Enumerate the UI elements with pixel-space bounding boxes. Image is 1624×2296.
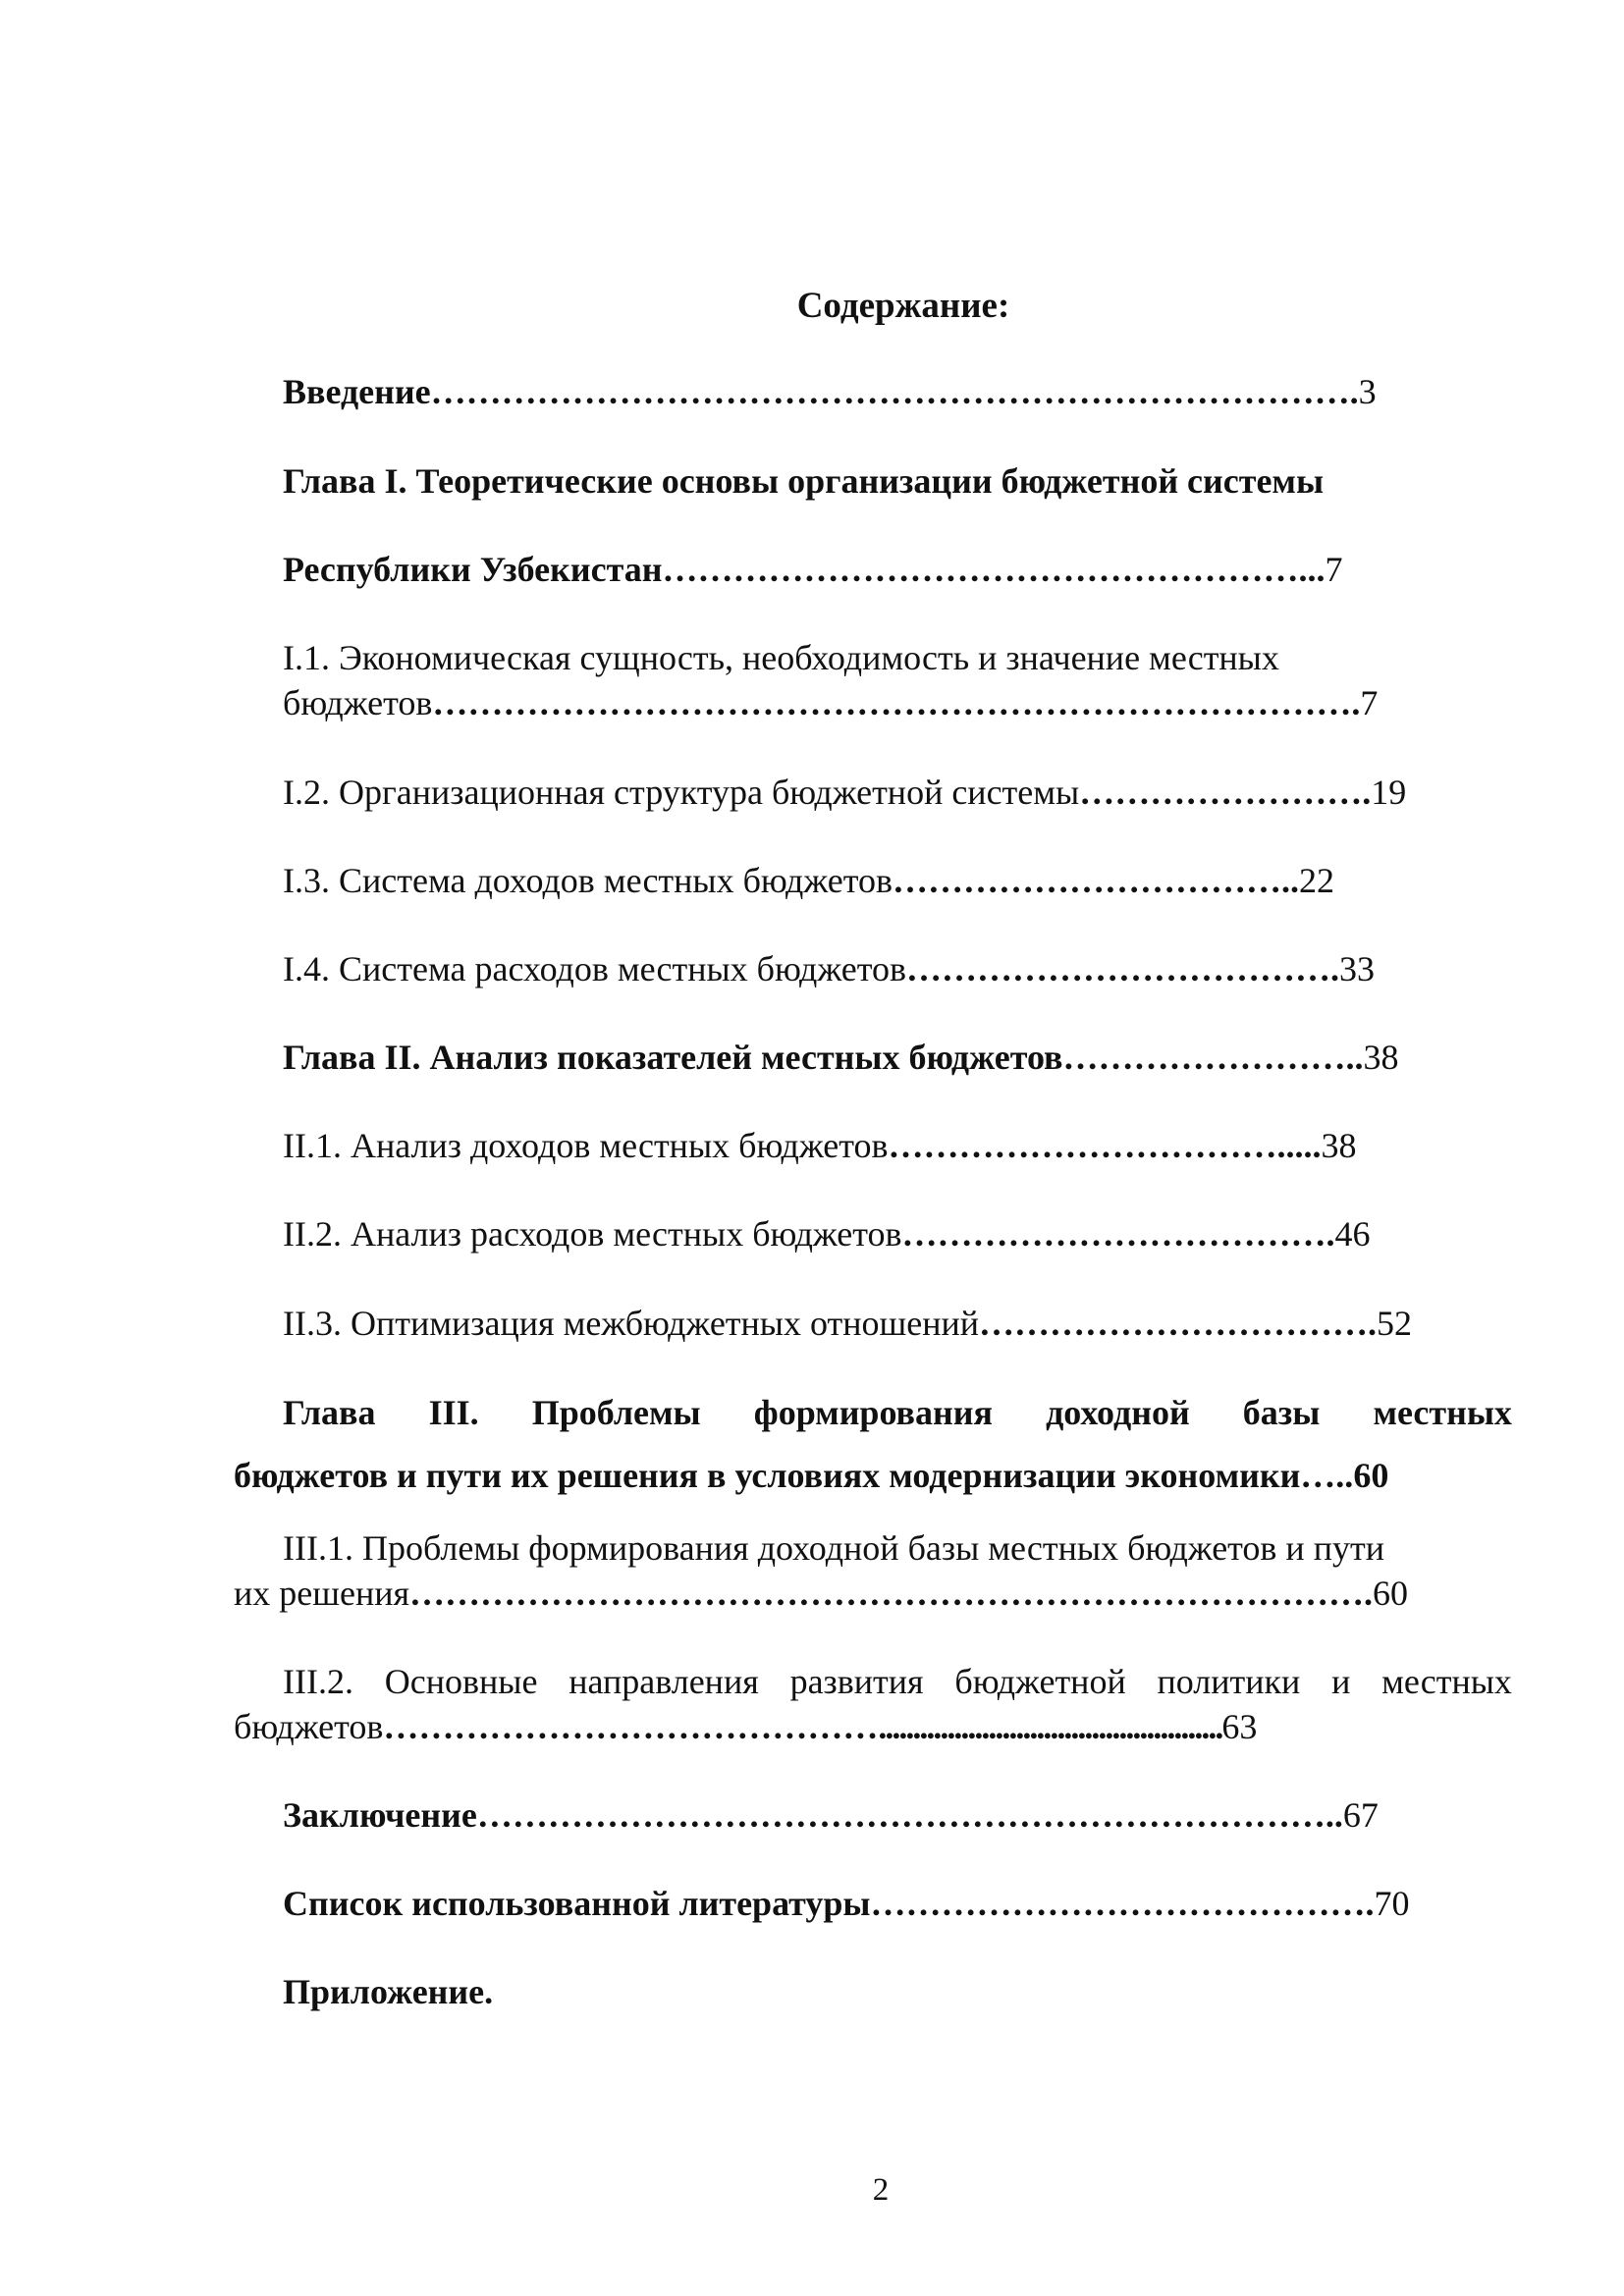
toc-entry-page: 7: [1325, 550, 1343, 589]
toc-entry-word: базы: [1242, 1393, 1321, 1432]
toc-entry-label: Заключение: [283, 1795, 477, 1835]
toc-entry-dots: ……………………..: [1062, 1038, 1364, 1077]
toc-entry-word: доходной: [1046, 1393, 1190, 1432]
toc-entry-word: Проблемы: [531, 1393, 701, 1432]
toc-entry-word: направления: [568, 1662, 759, 1701]
toc-entry-conclusion[interactable]: [283, 1792, 1379, 1838]
toc-entry-dots: ……………………………….: [901, 1214, 1335, 1254]
toc-entry-label: II.3. Оптимизация межбюджетных отношений: [283, 1304, 980, 1343]
toc-entry-chapter-1-line2[interactable]: [283, 547, 1342, 592]
toc-entry-dots: …………………………………………………………………….: [432, 683, 1361, 722]
toc-entry-page: 70: [1374, 1884, 1410, 1923]
toc-entry-chapter-2[interactable]: [283, 1035, 1399, 1080]
toc-entry-page: 7: [1360, 683, 1379, 722]
toc-entry-introduction[interactable]: [283, 369, 1512, 414]
toc-entry-section-1-2[interactable]: [283, 770, 1406, 815]
toc-entry-word: формирования: [753, 1393, 993, 1432]
toc-entry-label: Глава II. Анализ показателей местных бюджетов: [283, 1038, 1063, 1077]
toc-entry-dots: …………………………….....: [888, 1126, 1322, 1165]
toc-entry-chapter-3-line2[interactable]: [234, 1453, 1388, 1498]
toc-entry-label: Приложение.: [283, 1972, 494, 2011]
toc-entry-dots: …………………………….: [979, 1304, 1378, 1343]
toc-entry-label: бюджетов: [283, 683, 433, 722]
toc-entry-dots: …………………….: [1079, 773, 1372, 812]
toc-entry-dots: …………………………………………………………………….: [430, 372, 1359, 411]
toc-entry-word: III.2.: [283, 1662, 353, 1701]
toc-entry-page: 38: [1321, 1126, 1357, 1165]
toc-entry-section-2-2[interactable]: [283, 1211, 1371, 1256]
toc-entry-word: развития: [789, 1662, 924, 1701]
toc-entry-label: I.1. Экономическая сущность, необходимость и значение местных: [283, 638, 1279, 677]
toc-entry-label: II.2. Анализ расходов местных бюджетов: [283, 1214, 902, 1254]
toc-entry-page: 67: [1342, 1795, 1379, 1835]
toc-entry-page: 60: [1353, 1456, 1389, 1495]
toc-entry-section-1-1-line2[interactable]: [283, 680, 1378, 725]
toc-entry-label: I.4. Система расходов местных бюджетов: [283, 949, 907, 988]
toc-entry-dots: ……………………………..: [892, 861, 1299, 900]
toc-entry-bibliography[interactable]: [283, 1881, 1409, 1926]
toc-entry-label: Список использованной литературы: [283, 1884, 871, 1923]
toc-entry-section-3-1-line2[interactable]: [234, 1571, 1408, 1616]
toc-entry-word: Основные: [384, 1662, 538, 1701]
toc-title: Содержание:: [796, 286, 1010, 326]
toc-entry-word: местных: [1373, 1393, 1512, 1432]
toc-entry-section-2-3[interactable]: [283, 1301, 1412, 1346]
toc-entry-section-1-1-line1[interactable]: [283, 635, 1279, 680]
toc-entry-label: II.1. Анализ доходов местных бюджетов: [283, 1126, 889, 1165]
toc-entry-appendix[interactable]: [283, 1969, 493, 2014]
toc-entry-dots: ..................................................: [878, 1707, 1222, 1746]
page-number: 2: [872, 2172, 890, 2208]
toc-entry-section-2-1[interactable]: [283, 1123, 1356, 1168]
toc-entry-label: бюджетов: [234, 1707, 384, 1746]
toc-entry-word: Глава: [283, 1393, 376, 1432]
toc-entry-word: III.: [428, 1393, 479, 1432]
toc-entry-page: 52: [1377, 1304, 1413, 1343]
toc-entry-page: 19: [1371, 773, 1407, 812]
toc-entry-dots: ……………………………….: [906, 949, 1340, 988]
toc-entry-section-1-3[interactable]: [283, 858, 1334, 903]
toc-entry-label: Глава I. Теоретические основы организации бюджетной системы: [283, 461, 1325, 501]
toc-entry-word: и: [1331, 1662, 1351, 1701]
toc-entry-chapter-3-line1[interactable]: [283, 1390, 1512, 1435]
toc-entry-page: 46: [1334, 1214, 1371, 1254]
toc-entry-dots: ……………………………………: [383, 1707, 879, 1746]
toc-entry-label: III.1. Проблемы формирования доходной базы местных бюджетов и пути: [283, 1528, 1384, 1568]
toc-entry-section-3-1-line1[interactable]: [283, 1525, 1384, 1571]
toc-entry-word: бюджетной: [954, 1662, 1126, 1701]
toc-entry-dots: …………………………………….: [870, 1884, 1375, 1923]
toc-entry-label: Республики Узбекистан: [283, 550, 663, 589]
toc-entry-section-3-2-line1[interactable]: [283, 1659, 1512, 1704]
toc-entry-word: местных: [1381, 1662, 1512, 1701]
toc-entry-chapter-1-line1[interactable]: [283, 458, 1324, 504]
toc-entry-label: I.2. Организационная структура бюджетной системы: [283, 773, 1080, 812]
toc-entry-label: I.3. Система доходов местных бюджетов: [283, 861, 893, 900]
toc-entry-page: 3: [1358, 372, 1377, 411]
toc-entry-word: политики: [1157, 1662, 1301, 1701]
toc-entry-label: бюджетов и пути их решения в условиях модернизации экономики…..: [234, 1456, 1354, 1495]
toc-entry-section-1-4[interactable]: [283, 946, 1375, 991]
toc-entry-page: 60: [1373, 1574, 1409, 1613]
toc-entry-label: их решения: [234, 1574, 410, 1613]
toc-entry-dots: ………………………………………………………………..: [476, 1795, 1343, 1835]
toc-entry-dots: ……………………………………………………………………….: [409, 1574, 1374, 1613]
toc-entry-label: Введение: [283, 372, 431, 411]
toc-entry-page: 33: [1339, 949, 1376, 988]
toc-entry-dots: ………………………………………………...: [662, 550, 1326, 589]
toc-entry-page: 38: [1363, 1038, 1399, 1077]
toc-entry-section-3-2-line2[interactable]: [234, 1704, 1257, 1749]
toc-entry-page: 63: [1221, 1707, 1258, 1746]
toc-entry-page: 22: [1298, 861, 1334, 900]
